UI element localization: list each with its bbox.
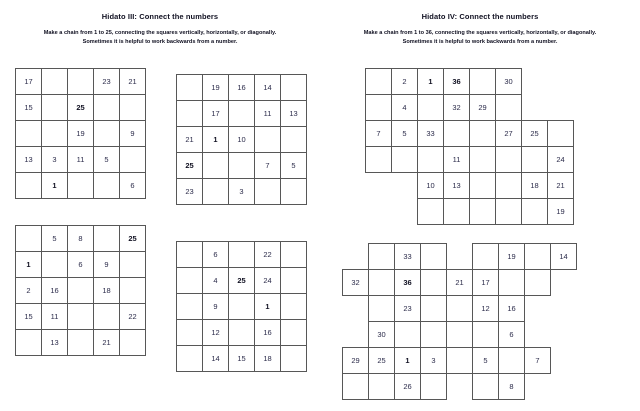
puzzle-title-hidato-3: Hidato III: Connect the numbers — [101, 12, 219, 21]
hidato-cell-filled[interactable]: 25 — [68, 95, 94, 121]
hidato-grid-row — [16, 95, 146, 121]
hidato-cell-filled[interactable]: 18 — [255, 346, 281, 372]
hidato-cell-empty[interactable] — [470, 121, 496, 147]
hidato-cell-empty[interactable] — [229, 101, 255, 127]
hidato-cell-empty[interactable] — [369, 244, 395, 270]
hidato-cell-filled[interactable]: 6 — [120, 173, 146, 199]
hidato-cell-filled[interactable]: 22 — [120, 304, 146, 330]
hidato-cell-filled[interactable]: 5 — [42, 226, 68, 252]
hidato-cell-empty[interactable] — [68, 173, 94, 199]
hidato-cell-filled[interactable]: 15 — [16, 95, 42, 121]
hidato-cell-empty[interactable] — [177, 268, 203, 294]
hidato-cell-filled[interactable]: 19 — [68, 121, 94, 147]
instruction-line-1: Make a chain from 1 to 36, connecting the squares vertically, horizontally, or diagonally. — [363, 30, 597, 36]
hidato-cell-filled[interactable]: 24 — [255, 268, 281, 294]
hidato-cell-filled[interactable]: 23 — [395, 296, 421, 322]
hidato-cell-filled[interactable]: 10 — [418, 173, 444, 199]
hidato-grid-row — [16, 147, 146, 173]
hidato-cell-empty[interactable] — [68, 278, 94, 304]
hidato-cell-filled[interactable]: 16 — [42, 278, 68, 304]
hidato-cell-filled[interactable]: 13 — [281, 101, 307, 127]
hidato-cell-filled[interactable]: 11 — [42, 304, 68, 330]
hidato-cell-filled[interactable]: 30 — [369, 322, 395, 348]
hidato-cell-filled[interactable]: 5 — [392, 121, 418, 147]
hidato-cell-blank — [366, 199, 392, 225]
hidato-cell-empty[interactable] — [418, 95, 444, 121]
hidato-cell-filled[interactable]: 17 — [16, 69, 42, 95]
hidato-grid-f[interactable] — [342, 243, 577, 400]
hidato-cell-filled[interactable]: 26 — [395, 374, 421, 400]
hidato-cell-empty[interactable] — [281, 179, 307, 205]
hidato-grid-row — [16, 121, 146, 147]
hidato-grid-row — [366, 95, 574, 121]
hidato-cell-empty[interactable] — [16, 330, 42, 356]
hidato-cell-filled[interactable]: 1 — [418, 69, 444, 95]
hidato-cell-filled[interactable]: 13 — [42, 330, 68, 356]
hidato-cell-filled[interactable]: 36 — [395, 270, 421, 296]
hidato-cell-empty[interactable] — [120, 147, 146, 173]
instruction-line-1: Make a chain from 1 to 25, connecting the squares vertically, horizontally, or diagonally. — [43, 30, 277, 36]
hidato-cell-empty[interactable] — [470, 147, 496, 173]
hidato-grid-row — [343, 374, 577, 400]
hidato-cell-filled[interactable]: 1 — [395, 348, 421, 374]
hidato-cell-empty[interactable] — [421, 270, 447, 296]
hidato-grid-row — [343, 322, 577, 348]
hidato-cell-blank — [551, 270, 577, 296]
hidato-cell-filled[interactable]: 16 — [255, 320, 281, 346]
hidato-cell-empty[interactable] — [418, 147, 444, 173]
hidato-cell-empty[interactable] — [525, 270, 551, 296]
hidato-grid-row — [366, 173, 574, 199]
hidato-cell-empty[interactable] — [369, 374, 395, 400]
hidato-cell-filled[interactable]: 12 — [473, 296, 499, 322]
hidato-cell-filled[interactable]: 7 — [366, 121, 392, 147]
hidato-cell-filled[interactable]: 11 — [444, 147, 470, 173]
hidato-cell-filled[interactable]: 4 — [392, 95, 418, 121]
puzzle-instructions-hidato-3 — [0, 29, 320, 46]
hidato-cell-filled[interactable]: 25 — [229, 268, 255, 294]
hidato-cell-filled[interactable]: 1 — [255, 294, 281, 320]
hidato-cell-empty[interactable] — [522, 147, 548, 173]
hidato-cell-empty[interactable] — [525, 244, 551, 270]
hidato-cell-filled[interactable]: 6 — [499, 322, 525, 348]
hidato-cell-filled[interactable]: 33 — [395, 244, 421, 270]
hidato-cell-empty[interactable] — [496, 95, 522, 121]
hidato-cell-blank — [392, 199, 418, 225]
hidato-grid-c[interactable] — [15, 225, 146, 356]
hidato-cell-blank — [551, 296, 577, 322]
hidato-cell-filled[interactable]: 4 — [203, 268, 229, 294]
hidato-cell-filled[interactable]: 21 — [177, 127, 203, 153]
hidato-cell-empty[interactable] — [499, 270, 525, 296]
hidato-cell-empty[interactable] — [447, 348, 473, 374]
hidato-grid-row — [343, 348, 577, 374]
hidato-cell-blank — [366, 173, 392, 199]
hidato-cell-empty[interactable] — [281, 127, 307, 153]
hidato-cell-empty[interactable] — [281, 242, 307, 268]
hidato-cell-empty[interactable] — [94, 226, 120, 252]
hidato-cell-filled[interactable]: 10 — [229, 127, 255, 153]
hidato-grid-table — [176, 74, 307, 205]
hidato-cell-empty[interactable] — [281, 294, 307, 320]
hidato-cell-empty[interactable] — [42, 69, 68, 95]
hidato-cell-filled[interactable]: 30 — [496, 69, 522, 95]
hidato-cell-filled[interactable]: 23 — [177, 179, 203, 205]
hidato-cell-empty[interactable] — [94, 121, 120, 147]
hidato-cell-empty[interactable] — [229, 294, 255, 320]
hidato-cell-empty[interactable] — [496, 199, 522, 225]
hidato-cell-filled[interactable]: 1 — [203, 127, 229, 153]
hidato-grid-row — [177, 242, 307, 268]
hidato-cell-empty[interactable] — [421, 244, 447, 270]
hidato-grid-row — [177, 320, 307, 346]
hidato-cell-empty[interactable] — [369, 296, 395, 322]
hidato-cell-filled[interactable]: 2 — [392, 69, 418, 95]
hidato-cell-empty[interactable] — [473, 374, 499, 400]
hidato-cell-empty[interactable] — [42, 95, 68, 121]
hidato-cell-empty[interactable] — [496, 147, 522, 173]
hidato-cell-empty[interactable] — [473, 244, 499, 270]
hidato-cell-empty[interactable] — [421, 374, 447, 400]
hidato-cell-filled[interactable]: 7 — [525, 348, 551, 374]
hidato-cell-empty[interactable] — [470, 69, 496, 95]
hidato-cell-blank — [548, 95, 574, 121]
hidato-grid-row — [177, 153, 307, 179]
hidato-cell-blank — [392, 173, 418, 199]
hidato-cell-blank — [551, 374, 577, 400]
hidato-cell-filled[interactable]: 15 — [16, 304, 42, 330]
hidato-grid-d[interactable] — [176, 241, 307, 372]
hidato-cell-filled[interactable]: 36 — [444, 69, 470, 95]
hidato-cell-empty[interactable] — [343, 374, 369, 400]
hidato-cell-blank — [525, 374, 551, 400]
hidato-cell-filled[interactable]: 25 — [177, 153, 203, 179]
hidato-cell-filled[interactable]: 21 — [120, 69, 146, 95]
hidato-grid-row — [343, 244, 577, 270]
hidato-cell-blank — [447, 244, 473, 270]
hidato-grid-row — [177, 268, 307, 294]
hidato-grid-row — [366, 69, 574, 95]
hidato-grid-row — [16, 69, 146, 95]
hidato-cell-filled[interactable]: 23 — [94, 69, 120, 95]
hidato-cell-empty[interactable] — [255, 179, 281, 205]
hidato-cell-filled[interactable]: 24 — [548, 147, 574, 173]
hidato-cell-filled[interactable]: 21 — [548, 173, 574, 199]
hidato-cell-empty[interactable] — [473, 322, 499, 348]
hidato-cell-empty[interactable] — [68, 330, 94, 356]
hidato-cell-empty[interactable] — [120, 252, 146, 278]
hidato-cell-filled[interactable]: 5 — [281, 153, 307, 179]
hidato-cell-filled[interactable]: 8 — [68, 226, 94, 252]
hidato-grid-row — [177, 346, 307, 372]
hidato-cell-blank — [343, 322, 369, 348]
hidato-cell-filled[interactable]: 21 — [447, 270, 473, 296]
hidato-cell-empty[interactable] — [255, 127, 281, 153]
hidato-cell-empty[interactable] — [177, 346, 203, 372]
hidato-cell-filled[interactable]: 2 — [16, 278, 42, 304]
hidato-cell-filled[interactable]: 29 — [343, 348, 369, 374]
hidato-cell-empty[interactable] — [177, 242, 203, 268]
hidato-cell-empty[interactable] — [281, 268, 307, 294]
hidato-cell-empty[interactable] — [392, 147, 418, 173]
hidato-cell-blank — [548, 69, 574, 95]
hidato-cell-empty[interactable] — [203, 153, 229, 179]
hidato-cell-blank — [522, 69, 548, 95]
hidato-cell-filled[interactable]: 9 — [94, 252, 120, 278]
hidato-cell-filled[interactable]: 33 — [418, 121, 444, 147]
hidato-cell-filled[interactable]: 18 — [94, 278, 120, 304]
hidato-cell-filled[interactable]: 15 — [229, 346, 255, 372]
hidato-cell-filled[interactable]: 11 — [255, 101, 281, 127]
hidato-cell-blank — [525, 296, 551, 322]
hidato-cell-empty[interactable] — [395, 322, 421, 348]
hidato-cell-empty[interactable] — [369, 270, 395, 296]
hidato-cell-filled[interactable]: 17 — [473, 270, 499, 296]
hidato-cell-filled[interactable]: 29 — [470, 95, 496, 121]
hidato-cell-empty[interactable] — [366, 95, 392, 121]
hidato-cell-filled[interactable]: 5 — [473, 348, 499, 374]
hidato-cell-filled[interactable]: 19 — [548, 199, 574, 225]
hidato-cell-empty[interactable] — [281, 320, 307, 346]
hidato-cell-filled[interactable]: 1 — [42, 173, 68, 199]
hidato-cell-filled[interactable]: 3 — [229, 179, 255, 205]
hidato-cell-filled[interactable]: 25 — [522, 121, 548, 147]
hidato-grid-row — [177, 75, 307, 101]
instruction-line-2: Sometimes it is helpful to work backwards from a number. — [82, 38, 238, 45]
hidato-cell-filled[interactable]: 13 — [16, 147, 42, 173]
hidato-grid-row — [16, 226, 146, 252]
hidato-cell-filled[interactable]: 17 — [203, 101, 229, 127]
hidato-grid-row — [16, 330, 146, 356]
hidato-cell-empty[interactable] — [281, 346, 307, 372]
hidato-cell-empty[interactable] — [229, 320, 255, 346]
hidato-cell-empty[interactable] — [499, 348, 525, 374]
hidato-cell-filled[interactable]: 19 — [203, 75, 229, 101]
hidato-cell-filled[interactable]: 16 — [499, 296, 525, 322]
hidato-cell-empty[interactable] — [444, 199, 470, 225]
hidato-cell-empty[interactable] — [120, 330, 146, 356]
hidato-grid-table — [176, 241, 307, 372]
hidato-cell-empty[interactable] — [444, 121, 470, 147]
hidato-cell-filled[interactable]: 6 — [68, 252, 94, 278]
hidato-cell-empty[interactable] — [522, 199, 548, 225]
hidato-cell-empty[interactable] — [177, 75, 203, 101]
hidato-cell-empty[interactable] — [42, 121, 68, 147]
hidato-cell-blank — [551, 348, 577, 374]
hidato-grid-row — [16, 252, 146, 278]
hidato-cell-filled[interactable]: 25 — [120, 226, 146, 252]
hidato-cell-filled[interactable]: 19 — [499, 244, 525, 270]
hidato-grid-table — [365, 68, 574, 225]
hidato-grid-row — [16, 173, 146, 199]
hidato-cell-empty[interactable] — [281, 75, 307, 101]
hidato-grid-row — [343, 270, 577, 296]
hidato-cell-empty[interactable] — [94, 173, 120, 199]
puzzle-instructions-hidato-4 — [320, 29, 640, 46]
hidato-cell-empty[interactable] — [470, 199, 496, 225]
hidato-cell-empty[interactable] — [177, 320, 203, 346]
puzzle-panel-hidato-4 — [320, 0, 640, 411]
hidato-cell-empty[interactable] — [68, 69, 94, 95]
hidato-cell-filled[interactable]: 7 — [255, 153, 281, 179]
hidato-cell-filled[interactable]: 13 — [444, 173, 470, 199]
hidato-cell-empty[interactable] — [421, 296, 447, 322]
hidato-cell-empty[interactable] — [94, 304, 120, 330]
hidato-grid-table — [15, 225, 146, 356]
hidato-cell-empty[interactable] — [120, 95, 146, 121]
hidato-grid-row — [16, 278, 146, 304]
hidato-cell-filled[interactable]: 9 — [120, 121, 146, 147]
hidato-cell-filled[interactable]: 14 — [551, 244, 577, 270]
hidato-cell-filled[interactable]: 16 — [229, 75, 255, 101]
hidato-cell-blank — [343, 296, 369, 322]
hidato-cell-filled[interactable]: 11 — [68, 147, 94, 173]
hidato-cell-filled[interactable]: 6 — [203, 242, 229, 268]
hidato-grid-row — [366, 121, 574, 147]
hidato-cell-filled[interactable]: 25 — [369, 348, 395, 374]
hidato-cell-empty[interactable] — [42, 252, 68, 278]
hidato-cell-empty[interactable] — [421, 322, 447, 348]
hidato-cell-empty[interactable] — [177, 294, 203, 320]
hidato-cell-filled[interactable]: 8 — [499, 374, 525, 400]
instruction-line-2: Sometimes it is helpful to work backwards from a number. — [402, 38, 558, 45]
puzzle-title-hidato-4: Hidato IV: Connect the numbers — [421, 12, 539, 21]
hidato-cell-empty[interactable] — [229, 242, 255, 268]
hidato-cell-filled[interactable]: 32 — [444, 95, 470, 121]
hidato-cell-filled[interactable]: 14 — [203, 346, 229, 372]
hidato-cell-empty[interactable] — [418, 199, 444, 225]
hidato-cell-empty[interactable] — [203, 179, 229, 205]
hidato-cell-blank — [447, 374, 473, 400]
hidato-grid-row — [177, 127, 307, 153]
hidato-grid-row — [366, 147, 574, 173]
hidato-cell-empty[interactable] — [366, 147, 392, 173]
hidato-grid-row — [177, 179, 307, 205]
hidato-grid-row — [177, 101, 307, 127]
hidato-cell-blank — [525, 322, 551, 348]
hidato-cell-empty[interactable] — [16, 226, 42, 252]
hidato-cell-empty[interactable] — [16, 121, 42, 147]
hidato-cell-filled[interactable]: 14 — [255, 75, 281, 101]
hidato-cell-empty[interactable] — [447, 296, 473, 322]
hidato-cell-filled[interactable]: 27 — [496, 121, 522, 147]
hidato-cell-empty[interactable] — [94, 95, 120, 121]
hidato-cell-empty[interactable] — [177, 101, 203, 127]
hidato-cell-filled[interactable]: 9 — [203, 294, 229, 320]
hidato-cell-empty[interactable] — [16, 173, 42, 199]
hidato-cell-filled[interactable]: 12 — [203, 320, 229, 346]
hidato-grid-b[interactable] — [176, 74, 307, 205]
hidato-cell-filled[interactable]: 5 — [94, 147, 120, 173]
hidato-grid-a[interactable] — [15, 68, 146, 199]
hidato-cell-empty[interactable] — [120, 278, 146, 304]
hidato-cell-empty[interactable] — [68, 304, 94, 330]
hidato-cell-empty[interactable] — [366, 69, 392, 95]
hidato-cell-filled[interactable]: 21 — [94, 330, 120, 356]
hidato-cell-blank — [522, 95, 548, 121]
hidato-grid-row — [343, 296, 577, 322]
hidato-cell-blank — [551, 322, 577, 348]
hidato-grid-table — [15, 68, 146, 199]
hidato-grid-row — [16, 304, 146, 330]
hidato-grid-row — [366, 199, 574, 225]
hidato-cell-blank — [343, 244, 369, 270]
hidato-cell-empty[interactable] — [229, 153, 255, 179]
hidato-grid-e[interactable] — [365, 68, 574, 225]
hidato-cell-empty[interactable] — [447, 322, 473, 348]
hidato-cell-filled[interactable]: 18 — [522, 173, 548, 199]
hidato-cell-filled[interactable]: 1 — [16, 252, 42, 278]
hidato-cell-filled[interactable]: 32 — [343, 270, 369, 296]
hidato-cell-filled[interactable]: 3 — [421, 348, 447, 374]
hidato-cell-filled[interactable]: 22 — [255, 242, 281, 268]
hidato-cell-empty[interactable] — [496, 173, 522, 199]
hidato-cell-empty[interactable] — [470, 173, 496, 199]
hidato-cell-empty[interactable] — [548, 121, 574, 147]
hidato-grid-table — [342, 243, 577, 400]
hidato-grid-row — [177, 294, 307, 320]
hidato-cell-filled[interactable]: 3 — [42, 147, 68, 173]
